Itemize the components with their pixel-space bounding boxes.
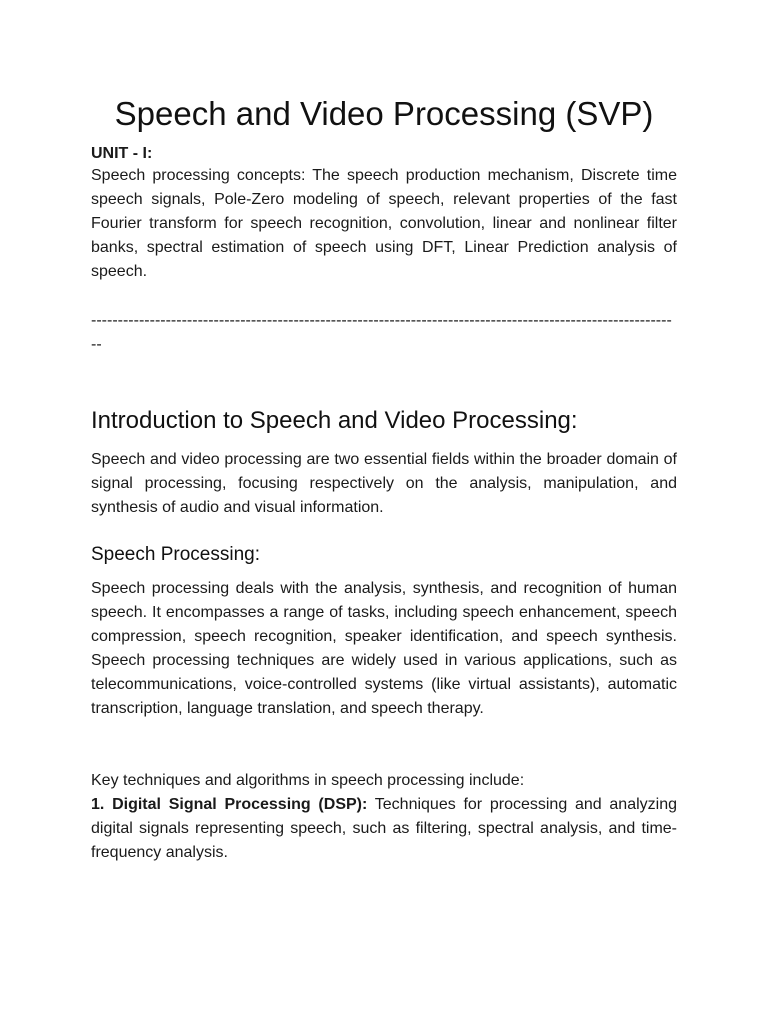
speech-processing-heading: Speech Processing:	[91, 544, 260, 565]
key-techniques-block	[91, 769, 677, 865]
speech-processing-paragraph: Speech processing deals with the analysis, synthesis, and recognition of human speech. It encompasses a range of tasks, including speech enhancement, speech compression, speech recognition, speaker identification, and speech synthesis. Speech processing techniques are widely used in various applications, such as telecommunications, voice-controlled systems (like virtual assistants), automatic transcription, language translation, and speech therapy.	[91, 580, 677, 717]
technique-label: 1. Digital Signal Processing (DSP):	[91, 796, 368, 813]
intro-paragraph: Speech and video processing are two essential fields within the broader domain of signal processing, focusing respectively on the analysis, manipulation, and synthesis of audio and visual information.	[91, 451, 677, 516]
technique-item	[91, 796, 677, 861]
unit-description: Speech processing concepts: The speech production mechanism, Discrete time speech signals, Pole-Zero modeling of speech, relevant properties of the fast Fourier transform for speech recognition, convolution, linear and nonlinear filter banks, spectral estimation of speech using DFT, Linear Prediction analysis of speech.	[91, 167, 677, 280]
intro-heading: Introduction to Speech and Video Processing:	[91, 407, 578, 434]
unit-heading: UNIT - I:	[91, 145, 153, 162]
technique-text: Techniques for processing and analyzing digital signals representing speech, such as filtering, spectral analysis, and time-frequency analysis.	[91, 796, 677, 861]
section-divider: ---------------------------------------------------------------------------------------------------------------	[91, 312, 672, 353]
key-techniques-intro: Key techniques and algorithms in speech processing include:	[91, 772, 525, 789]
document-title: Speech and Video Processing (SVP)	[114, 95, 654, 132]
